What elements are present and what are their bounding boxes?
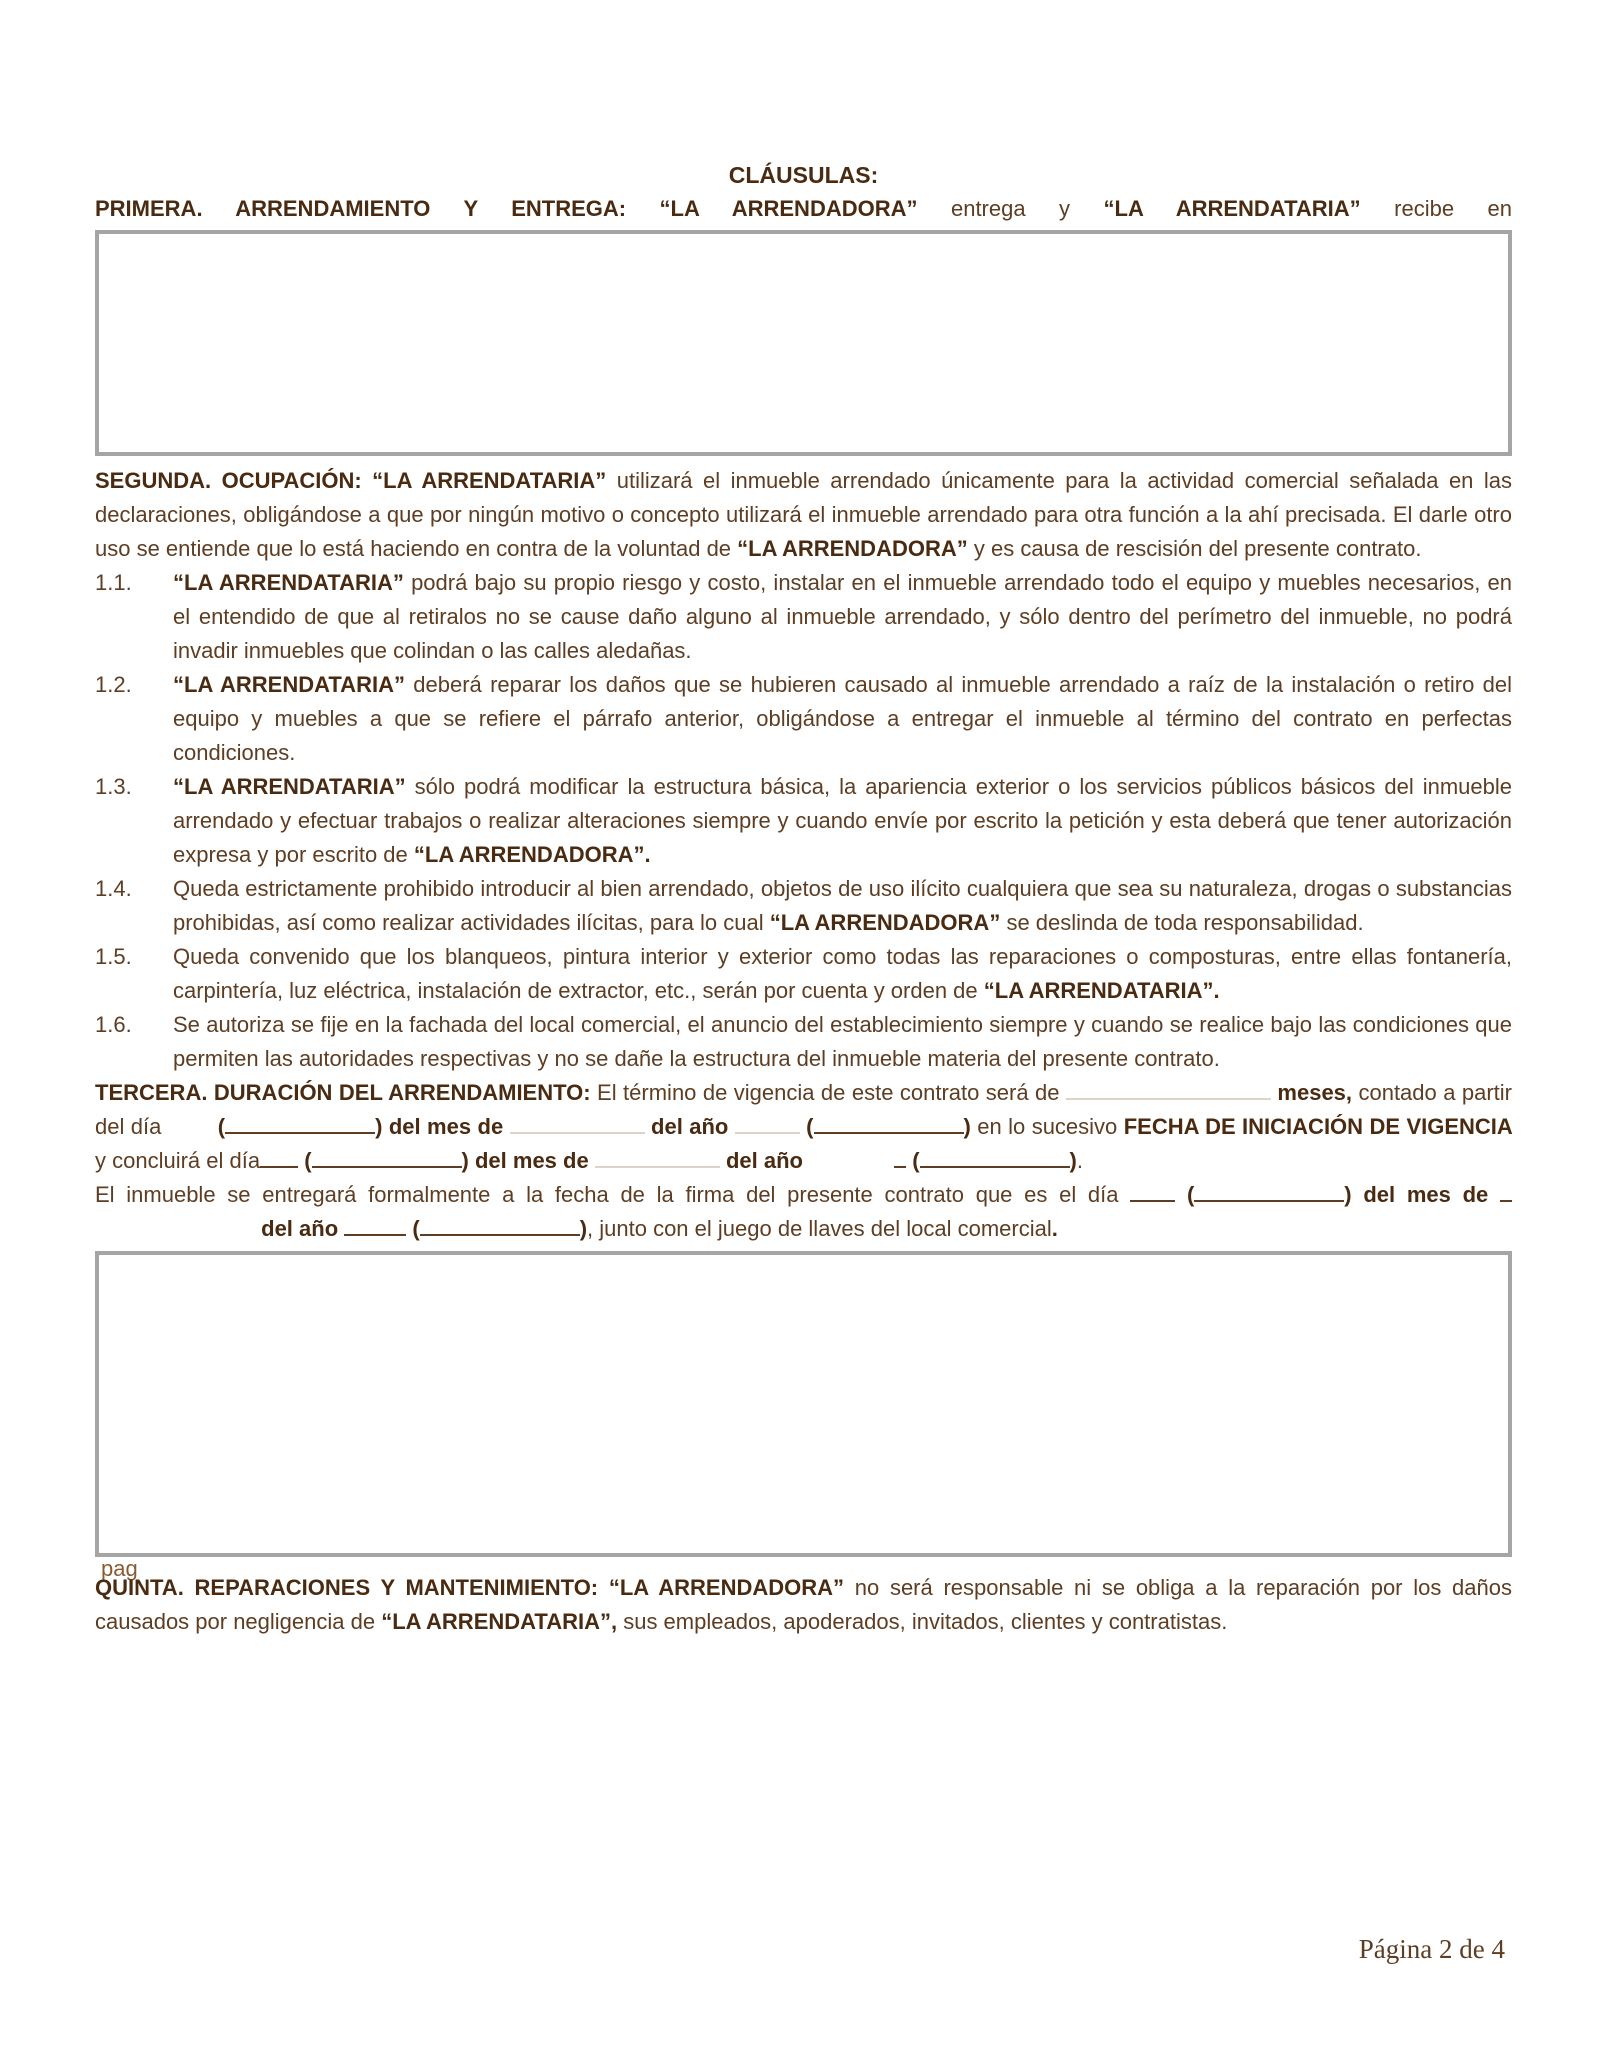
blank-field[interactable] [920,1146,1070,1168]
text-run: contado a partir del día [95,1080,1513,1139]
text-run: “LA ARRENDATARIA” [1103,196,1361,221]
text-run: recibe en [1360,196,1512,221]
text-run: ( [799,1114,814,1139]
blank-field [809,1146,894,1168]
text-run: “LA ARRENDATARIA”. [983,978,1220,1003]
text-run: entrega y [917,196,1104,221]
item-number: 1.3. [95,774,132,799]
text-run: ( [1175,1182,1195,1207]
numbered-item-1-1 [95,566,1512,668]
blank-field[interactable] [735,1112,800,1134]
text-run: SEGUNDA. OCUPACIÓN: “LA ARRENDATARIA” [95,468,617,493]
text-run: TERCERA. DURACIÓN DEL ARRENDAMIENTO: [95,1080,598,1105]
text-run: PRIMERA. ARRENDAMIENTO Y ENTREGA: “LA ARRENDADORA” [95,196,918,221]
numbered-subclauses [95,566,1512,1076]
text-run: ) del [1344,1182,1407,1207]
blank-field[interactable] [420,1214,580,1236]
text-run: . [1051,1216,1058,1241]
contract-body [95,158,1512,1639]
text-run: Queda estrictamente prohibido introducir al bien arrendado, objetos de uso ilícito cualquiera que sea su naturaleza, drogas o substancias prohibidas, así como realizar actividades ilícitas, para lo cual [173,876,1512,935]
rent-terms-box[interactable] [95,1251,1512,1557]
text-run: y concluirá el día [95,1148,261,1173]
item-number: 1.1. [95,570,132,595]
blank-field[interactable] [312,1146,462,1168]
text-run: El inmueble se entregará formalmente a la fecha de la firma del presente contrato que es el día [95,1182,1131,1207]
text-run: mes de [1406,1182,1500,1207]
text-run: podrá bajo su propio riesgo y costo, instalar en el inmueble arrendado todo el equipo y muebles necesarios, en el entendido de que al retiralos no se cause daño alguno al inmueble arrendado, y sólo dentro del perímetro del inmueble, no podrá invadir inmuebles que colindan o las calles aledañas. [173,570,1512,663]
text-run: ) [963,1114,971,1139]
blank-field[interactable] [1130,1180,1175,1202]
page-number: Página 2 de 4 [1358,1934,1505,1964]
text-run: sus empleados, apoderados, invitados, clientes y contratistas. [617,1609,1228,1634]
text-run: ) [1069,1148,1077,1173]
text-run: ) [579,1216,588,1241]
text-run: “LA ARRENDATARIA” [173,570,404,595]
blank-field[interactable] [260,1146,298,1168]
text-run: , junto con el juego de llaves del local comercial [587,1216,1052,1241]
numbered-item-1-5 [95,940,1512,1008]
text-run: meses, [1270,1080,1353,1105]
numbered-item-1-4 [95,872,1512,940]
clauses-title: CLÁUSULAS: [728,162,879,188]
blank-field[interactable] [595,1146,720,1168]
text-run: ) del mes de [461,1148,595,1173]
text-run: del año [644,1114,735,1139]
blank-field[interactable] [814,1112,964,1134]
text-run: ) del mes de [375,1114,510,1139]
numbered-item-1-6 [95,1008,1512,1076]
clause-quinta [95,1571,1512,1639]
text-run: sólo podrá modificar la estructura básica, la apariencia exterior o los servicios públicos básicos del inmueble arrendado y efectuar trabajos o realizar alteraciones siempre y cuando envíe por escrito la petición y esta deberá que tener autorización expresa y por escrito de [173,774,1512,867]
text-run: “LA ARRENDADORA”. [413,842,651,867]
numbered-item-1-2 [95,668,1512,770]
clause-tercera [95,1076,1512,1178]
text-run: del [719,1148,764,1173]
text-run: Queda convenido que los blanqueos, pintura interior y exterior como todas las reparaciones o composturas, entre ellas fontanería, carpintería, luz eléctrica, instalación de extractor, etc., serán por cuenta y orden de [173,944,1512,1003]
text-run: y es causa de rescisión del presente contrato. [967,536,1422,561]
text-run: no será responsable ni se obliga a la reparación por los daños causados por negligencia de [95,1575,1512,1634]
blank-field [168,1112,218,1134]
blank-field[interactable] [225,1112,375,1134]
blank-field[interactable] [1066,1078,1271,1100]
text-run: “LA ARRENDADORA” [769,910,1001,935]
blank-field[interactable] [1194,1180,1344,1202]
text-run: se deslinda de toda responsabilidad. [1000,910,1364,935]
text-run: en lo sucesivo [970,1114,1124,1139]
text-run: QUINTA. REPARACIONES Y MANTENIMIENTO: “LA ARRENDADORA” [95,1575,845,1600]
item-number: 1.4. [95,876,132,901]
text-run: ( [912,1148,920,1173]
text-run: “LA ARRENDATARIA” [173,774,406,799]
item-number: 1.2. [95,672,132,697]
clipped-text-fragment: pag [101,1556,138,1581]
item-number: 1.6. [95,1012,132,1037]
text-run: El término de vigencia de este contrato será de [597,1080,1066,1105]
blank-field [95,1214,255,1236]
text-run: utilizará el inmueble arrendado únicamente para la actividad comercial señalada en las declaraciones, obligándose a que por ningún motivo o concepto utilizará el inmueble arrendado para otra función a la ahí precisada. El darle otro uso se entiende que lo está haciendo en contra de la voluntad de [95,468,1512,561]
blank-field[interactable] [894,1146,906,1168]
property-description-box[interactable] [95,230,1512,456]
text-run: “LA ARRENDADORA” [737,536,968,561]
text-run: del año [261,1216,345,1241]
text-run: “LA ARRENDATARIA”, [381,1609,618,1634]
clause-entrega [95,1178,1512,1246]
text-run: ( [298,1148,312,1173]
blank-field[interactable] [510,1112,645,1134]
text-run: deberá reparar los daños que se hubieren causado al inmueble arrendado a raíz de la instalación o retiro del equipo y muebles a que se refiere el párrafo anterior, obligándose a entregar el inmueble al término del contrato en perfectas condiciones. [173,672,1512,765]
text-run: año [763,1148,810,1173]
numbered-item-1-3 [95,770,1512,872]
text-run: . [1076,1148,1083,1173]
item-number: 1.5. [95,944,132,969]
blank-field[interactable] [344,1214,406,1236]
text-run: ( [406,1216,420,1241]
text-run: Se autoriza se fije en la fachada del local comercial, el anuncio del establecimiento siempre y cuando se realice bajo las condiciones que permiten las autoridades respectivas y no se dañe la estructura del inmueble materia del presente contrato. [173,1012,1512,1071]
blank-field[interactable] [1500,1180,1512,1202]
text-run: FECHA DE INICIACIÓN DE VIGENCIA [1123,1114,1512,1139]
text-run: ( [217,1114,226,1139]
clause-segunda [95,464,1512,566]
clause-primera [95,192,1512,226]
text-run: “LA ARRENDATARIA” [173,672,405,697]
